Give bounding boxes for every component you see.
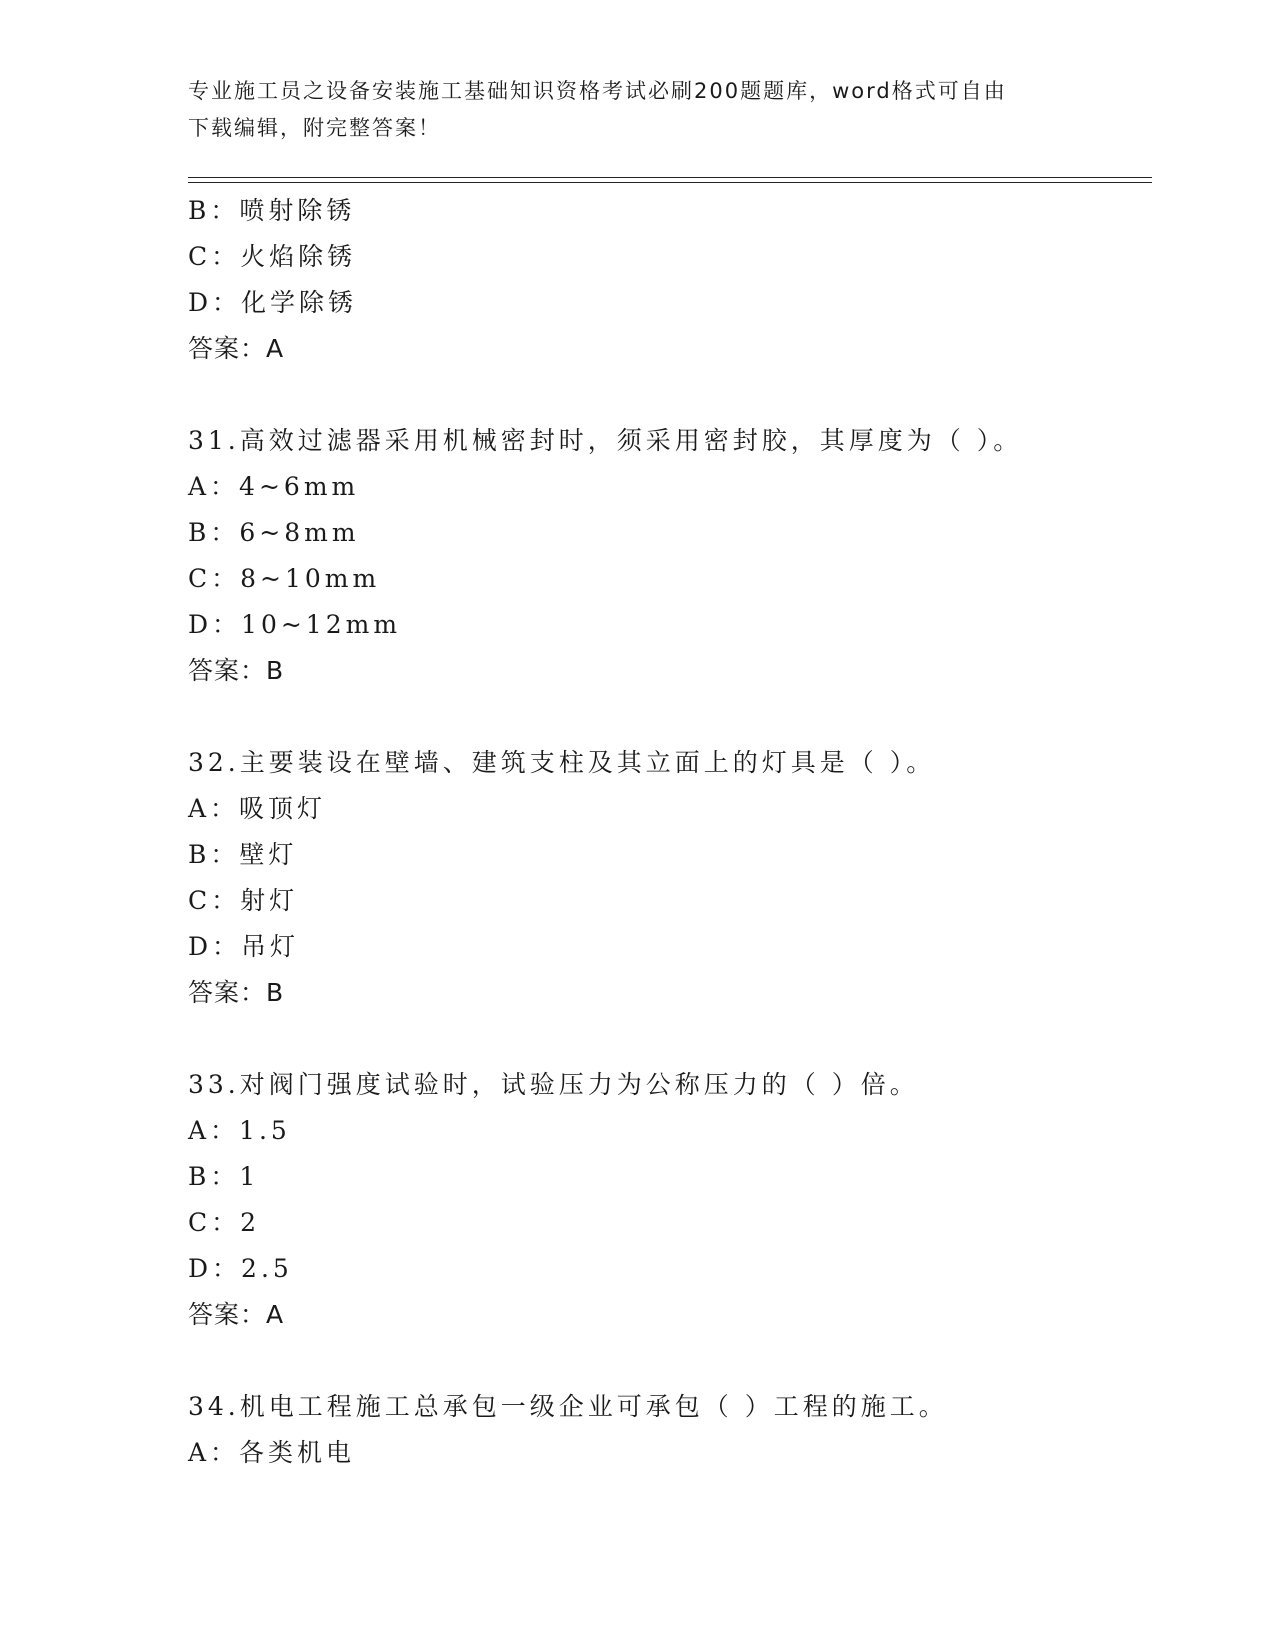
header-divider-bottom [188, 182, 1152, 183]
option-c: C：火焰除锈 [188, 242, 357, 271]
answer: 答案：B [188, 978, 285, 1007]
spacer [188, 1338, 1148, 1384]
option-d: D：2.5 [188, 1254, 293, 1283]
header-line-2: 下载编辑，附完整答案！ [188, 116, 441, 140]
spacer [188, 1016, 1148, 1062]
question-31 [188, 418, 1148, 694]
option-d: D：吊灯 [188, 932, 300, 961]
option-b: B：6~8mm [188, 518, 360, 547]
question-stem: 32.主要装设在壁墙、建筑支柱及其立面上的灯具是（ ）。 [188, 748, 936, 777]
answer: 答案：B [188, 656, 285, 685]
header-line-1: 专业施工员之设备安装施工基础知识资格考试必刷200题题库，word格式可自由 [188, 79, 1007, 103]
answer: 答案：A [188, 1300, 285, 1329]
option-b: B：1 [188, 1162, 260, 1191]
previous-question-tail [188, 188, 1148, 372]
option-a: A：吸顶灯 [188, 794, 327, 823]
question-32 [188, 740, 1148, 1016]
answer: 答案：A [188, 334, 285, 363]
document-header [188, 73, 1088, 147]
header-divider-top [188, 177, 1152, 178]
question-list [188, 188, 1148, 1476]
option-c: C：8~10mm [188, 564, 381, 593]
question-34 [188, 1384, 1148, 1476]
question-33 [188, 1062, 1148, 1338]
question-stem: 34.机电工程施工总承包一级企业可承包（ ）工程的施工。 [188, 1392, 948, 1421]
question-stem: 33.对阀门强度试验时，试验压力为公称压力的（ ）倍。 [188, 1070, 919, 1099]
option-d: D：10~12mm [188, 610, 402, 639]
option-b: B：壁灯 [188, 840, 298, 869]
option-c: C：射灯 [188, 886, 299, 915]
option-b: B：喷射除锈 [188, 196, 356, 225]
option-d: D：化学除锈 [188, 288, 358, 317]
question-stem: 31.高效过滤器采用机械密封时，须采用密封胶，其厚度为（ ）。 [188, 426, 1023, 455]
option-c: C：2 [188, 1208, 261, 1237]
spacer [188, 694, 1148, 740]
option-a: A：1.5 [188, 1116, 291, 1145]
option-a: A：各类机电 [188, 1438, 356, 1467]
spacer [188, 372, 1148, 418]
option-a: A：4~6mm [188, 472, 360, 501]
